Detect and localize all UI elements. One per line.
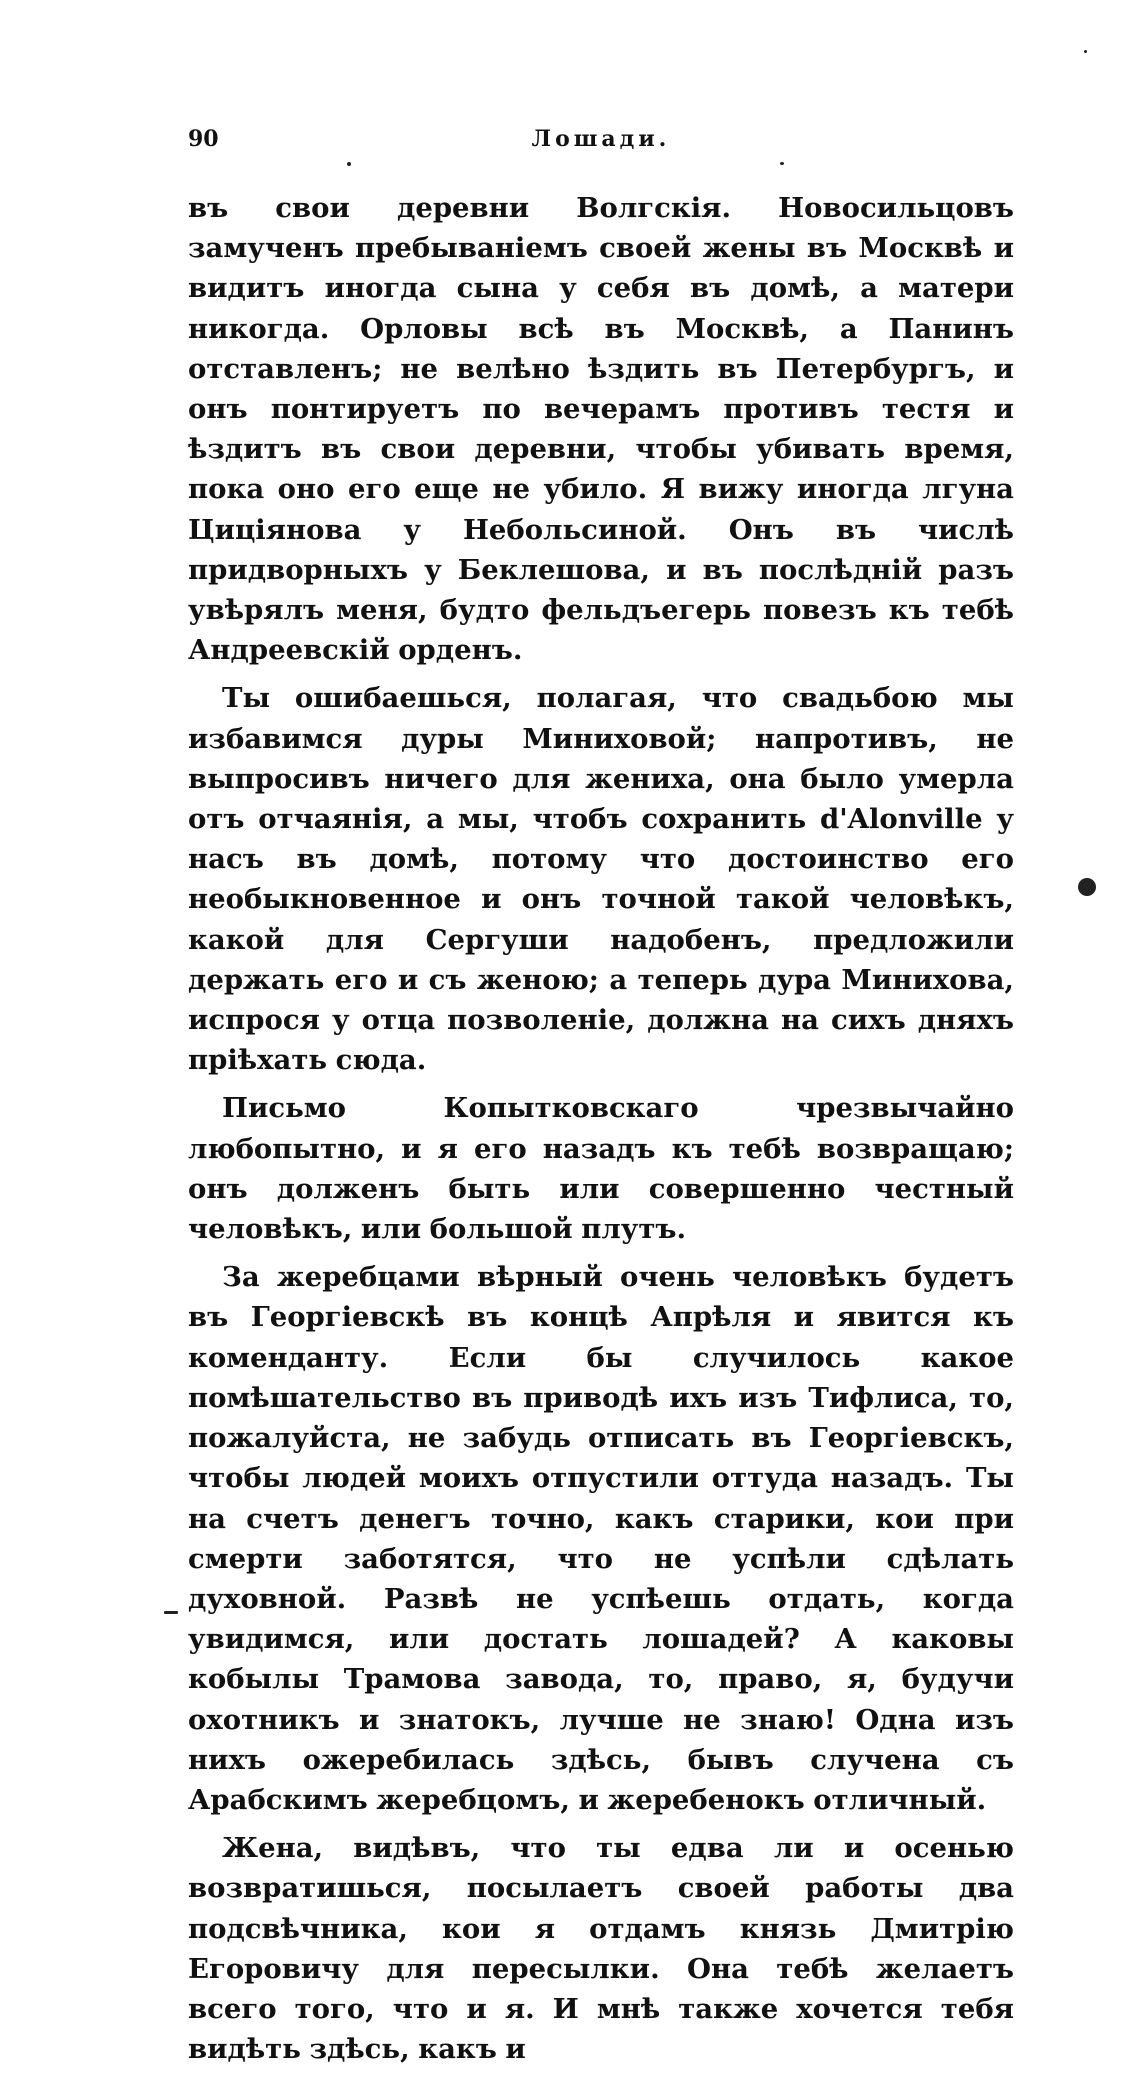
scan-speck-small	[780, 162, 784, 165]
running-title: Лошади.	[531, 126, 671, 152]
scan-speck-small	[347, 162, 351, 166]
page-number: 90	[188, 126, 219, 152]
paragraph-3: Письмо Копытковскаго чрезвычайно любопытно, и я его назадъ къ тебѣ возвращаю; онъ долженъ быть или совершенно честный человѣкъ, или большой плутъ.	[188, 1092, 1014, 1246]
paragraph-2: Ты ошибаешься, полагая, что свадьбою мы избавимся дуры Миниховой; напротивъ, не выпросивъ ничего для жениха, она было умерла отъ отчаянія, а мы, чтобъ сохранить d'Alonville у насъ въ домѣ, потому что достоинство его необыкновенное и онъ точной такой человѣкъ, какой для Сергуши надобенъ, предложили держать его и съ женою; а теперь дура Минихова, испрося у отца позволеніе, должна на сихъ дняхъ пріѣхать сюда.	[188, 682, 1014, 1077]
page-header	[188, 126, 1014, 166]
paragraph-5: Жена, видѣвъ, что ты едва ли и осенью возвратишься, посылаетъ своей работы два подсвѣчника, кои я отдамъ князь Дмитрію Егоровичу для пересылки. Она тебѣ желаетъ всего того, что и я. И мнѣ также хочется тебя видѣть здѣсь, какъ и	[188, 1832, 1014, 2066]
body-text	[188, 188, 1014, 2077]
paragraph-4: За жеребцами вѣрный очень человѣкъ будетъ въ Георгіевскѣ въ концѣ Апрѣля и явится къ коменданту. Если бы случилось какое помѣшательство въ приводѣ ихъ изъ Тифлиса, то, пожалуйста, не забудь отписать въ Георгіевскъ, чтобы людей моихъ отпустили оттуда назадъ. Ты на счетъ денегъ точно, какъ старики, кои при смерти заботятся, что не успѣли сдѣлать духовной. Развѣ не успѣешь отдать, когда увидимся, или достать лошадей? А каковы кобылы Трамова завода, то, право, я, будучи охотникъ и знатокъ, лучше не знаю! Одна изъ нихъ ожеребилась здѣсь, бывъ случена съ Арабскимъ жеребцомъ, и жеребенокъ отличный.	[188, 1261, 1014, 1816]
scan-speck-mark	[164, 1611, 178, 1614]
scan-speck-small	[1084, 50, 1087, 53]
paragraph-1: въ свои деревни Волгскія. Новосильцовъ замученъ пребываніемъ своей жены въ Москвѣ и видитъ иногда сына у себя въ домѣ, а матери никогда. Орловы всѣ въ Москвѣ, а Панинъ отставленъ; не велѣно ѣздить въ Петербургъ, и онъ понтируетъ по вечерамъ противъ тестя и ѣздитъ въ свои деревни, чтобы убивать время, пока оно его еще не убило. Я вижу иногда лгуна Циціянова у Небольсиной. Онъ въ числѣ придворныхъ у Беклешова, и въ послѣдній разъ увѣрялъ меня, будто фельдъегерь повезъ къ тебѣ Андреевскій орденъ.	[188, 192, 1014, 667]
scan-speck-dot	[1078, 878, 1096, 896]
